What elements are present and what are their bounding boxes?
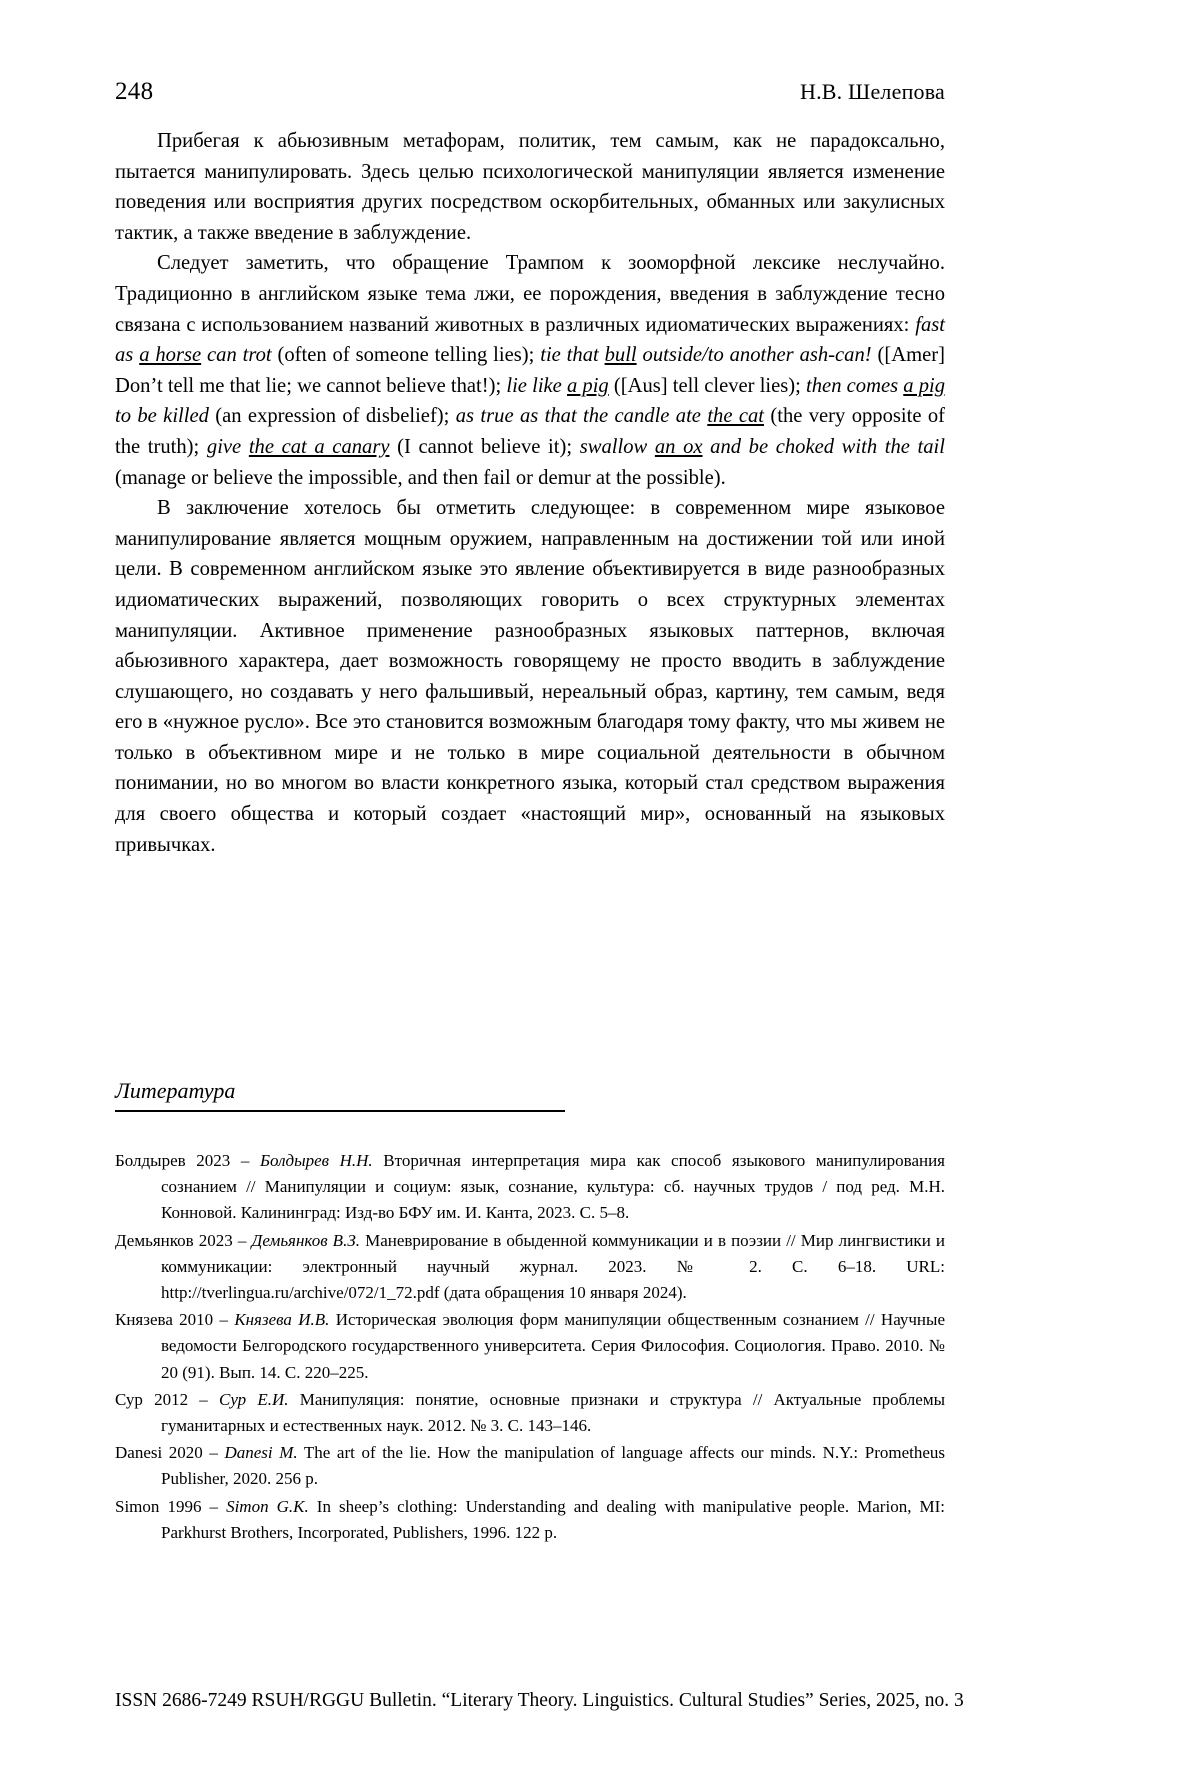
page-footer: ISSN 2686-7249 RSUH/RGGU Bulletin. “Literary Theory. Linguistics. Cultural Studies” Series, 2025, no. 3 <box>115 1690 964 1711</box>
idiom-3-underline: a pig <box>566 374 609 397</box>
reference-prefix: Болдырев 2023 – <box>115 1151 260 1170</box>
reference-prefix: Демьянков 2023 – <box>115 1230 252 1250</box>
paragraph-1: Прибегая к абьюзивным метафорам, политик, тем самым, как не парадоксально, пытается манипулировать. Здесь целью психологической манипуляции является изменение поведения или восприятия других посредством оскорбительных, обманных или закулисных тактик, а также введение в заблуждение. <box>115 130 945 244</box>
gloss-6: (I cannot believe it); <box>389 435 580 458</box>
reference-prefix: Danesi 2020 – <box>115 1443 225 1463</box>
reference-item <box>115 1387 945 1439</box>
idiom-4-part1: then comes <box>806 374 904 397</box>
gloss-1: (often of someone telling lies); <box>271 344 541 367</box>
reference-author: Danesi M. <box>224 1443 298 1463</box>
reference-author: Демьянков В.З. <box>251 1230 360 1250</box>
gloss-4: (an expression of disbelief); <box>208 405 456 428</box>
gloss-3: ([Aus] tell clever lies); <box>608 374 807 397</box>
idiom-5-underline: the cat <box>707 405 764 428</box>
idiom-7-part1: swallow <box>579 435 655 458</box>
reference-rest: Историческая эволюция форм манипуляции общественным сознанием // Научные ведомости Белгородского государственного университета. Серия Философия. Социология. Право. 2010. № 20 (91). Вып. 14. С. 220–225. <box>161 1310 945 1382</box>
reference-list <box>115 1148 945 1547</box>
running-head <box>115 78 945 106</box>
idiom-1-part1: fast as <box>115 313 945 367</box>
gloss-2: ([Amer] Don’t tell me that lie; we cannot believe that!); <box>115 344 945 397</box>
article-body <box>115 126 945 860</box>
references-title: Литература <box>115 1078 236 1103</box>
reference-prefix: Князева 2010 – <box>115 1310 235 1330</box>
reference-prefix: Сур 2012 – <box>115 1389 219 1409</box>
reference-rest: Маневрирование в обыденной коммуникации и в поэзии // Мир лингвистики и коммуникации: электронный научный журнал. 2023. № 2. С. 6–18. URL: http://tverlingua.ru/archive/072/1_72.pdf (дата обращения 10 января 2024). <box>161 1230 945 1303</box>
idiom-2-underline: bull <box>604 344 637 367</box>
reference-author: Князева И.В. <box>234 1310 330 1330</box>
idiom-7-underline: an ox <box>654 435 703 458</box>
idiom-2-part1: tie that <box>540 344 605 367</box>
idiom-3-part1: lie like <box>506 374 567 397</box>
idiom-6-part1: give <box>206 435 249 458</box>
idiom-1-underline: a horse <box>139 344 202 367</box>
gloss-7: (manage or believe the impossible, and then fail or demur at the possible). <box>115 466 726 489</box>
page-number: 248 <box>115 78 154 105</box>
idiom-5-part1: as true as that the candle ate <box>455 405 708 428</box>
heading-rule <box>115 1110 565 1112</box>
reference-author: Сур Е.И. <box>219 1389 289 1409</box>
running-head-author: Н.В. Шелепова <box>800 79 945 104</box>
idiom-2-part2: outside/to another ash-can! <box>636 344 872 367</box>
idiom-6-underline: the cat a canary <box>248 435 390 458</box>
reference-rest: The art of the lie. How the manipulation of language affects our minds. N.Y.: Prometheus Publisher, 2020. 256 p. <box>161 1443 946 1489</box>
paragraph-2 <box>115 248 945 493</box>
reference-item <box>115 1148 945 1227</box>
reference-item <box>115 1307 945 1386</box>
paragraph-3: В заключение хотелось бы отметить следующее: в современном мире языковое манипулирование является мощным оружием, направленным на достижении той или иной цели. В современном английском языке это явление объективируется в виде разнообразных идиоматических выражений, позволяющих говорить о всех структурных элементах манипуляции. Активное применение разнообразных языковых паттернов, включая абьюзивного характера, дает возможность говорящему не просто вводить в заблуждение слушающего, но создавать у него фальшивый, нереальный образ, картину, тем самым, ведя его в «нужное русло». Все это становится возможным благодаря тому факту, что мы живем не только в объективном мире и не только в мире социальной деятельности в обычном понимании, но во многом во власти конкретного языка, который стал средством выражения для своего общества и который создает «настоящий мир», основанный на языковых привычках. <box>115 497 945 856</box>
reference-item <box>115 1228 945 1307</box>
reference-rest: Вторичная интерпретация мира как способ языкового манипулирования сознанием // Манипуляции и социум: язык, сознание, культура: сб. научных трудов / под ред. М.Н. Конновой. Калининград: Изд-во БФУ им. И. Канта, 2023. С. 5–8. <box>161 1151 946 1223</box>
idiom-4-underline: a pig <box>903 374 946 397</box>
p2-text-start: Следует заметить, что обращение Трампом к зооморфной лексике неслучайно. Традиционно в английском языке тема лжи, ее порождения, введения в заблуждение тесно связана с использованием названий животных в различных идиоматических выражениях: <box>115 252 945 336</box>
reference-item <box>115 1494 945 1546</box>
reference-author: Simon G.K. <box>226 1496 309 1516</box>
reference-item <box>115 1440 945 1492</box>
reference-rest: Манипуляция: понятие, основные признаки и структура // Актуальные проблемы гуманитарных и естественных наук. 2012. № 3. С. 143–146. <box>161 1389 945 1436</box>
gloss-5: (the very opposite of the truth); <box>115 405 945 458</box>
reference-rest: In sheep’s clothing: Understanding and dealing with manipulative people. Marion, MI: Parkhurst Brothers, Incorporated, Publishers, 1996. 122 p. <box>161 1496 945 1542</box>
reference-author: Болдырев Н.Н. <box>259 1151 373 1170</box>
references-heading <box>115 1078 945 1112</box>
idiom-1-part2: can trot <box>201 344 272 367</box>
idiom-7-part2: and be choked with the tail <box>702 435 946 458</box>
reference-prefix: Simon 1996 – <box>115 1496 227 1516</box>
idiom-4-part2: to be killed <box>115 405 209 428</box>
